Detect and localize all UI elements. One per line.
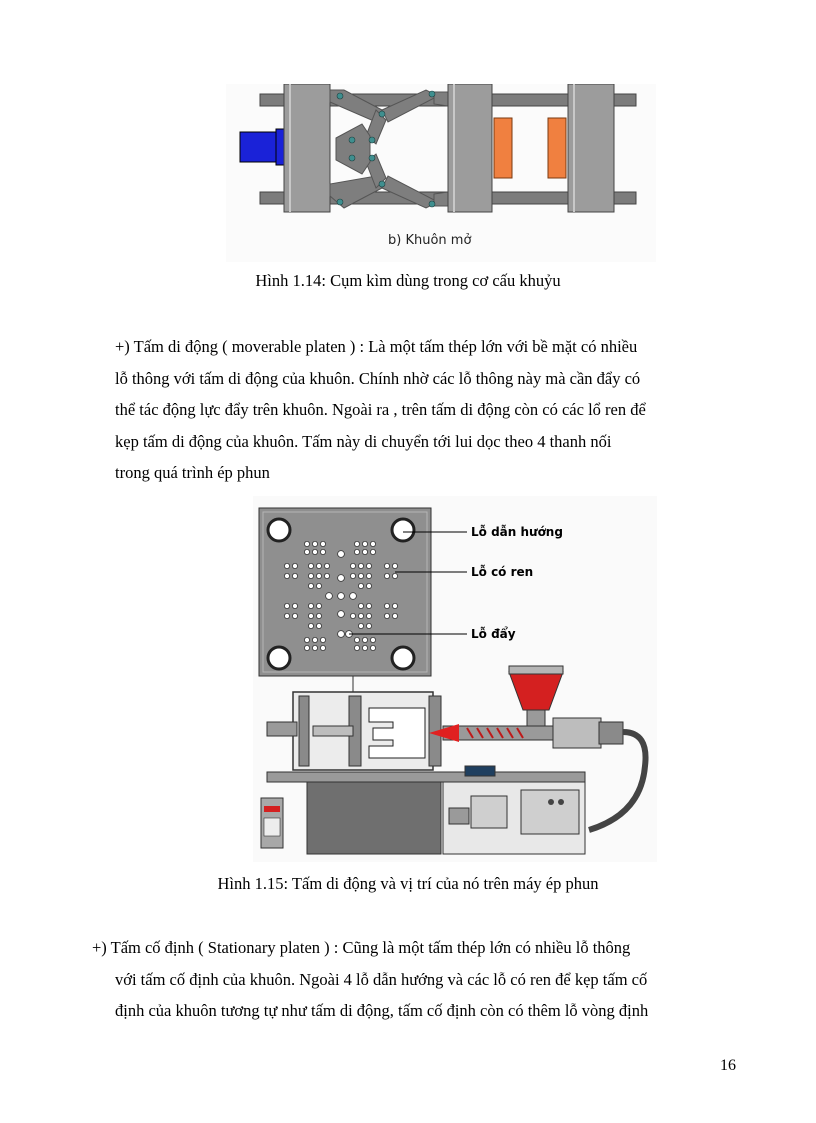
thread-hole — [384, 573, 389, 578]
thread-hole — [304, 541, 309, 546]
thread-hole — [354, 549, 359, 554]
ejector-hole — [338, 611, 345, 618]
thread-hole — [350, 563, 355, 568]
guide-hole — [268, 647, 290, 669]
thread-hole — [362, 549, 367, 554]
thread-hole — [304, 645, 309, 650]
ejector-hole — [338, 631, 345, 638]
ejector-hole — [326, 593, 333, 600]
thread-hole — [362, 541, 367, 546]
thread-hole — [370, 645, 375, 650]
thread-hole — [384, 613, 389, 618]
thread-hole — [358, 623, 363, 628]
label-ejector-hole: Lỗ đẩy — [471, 627, 516, 641]
thread-hole — [284, 613, 289, 618]
guide-hole — [392, 519, 414, 541]
thread-hole — [370, 637, 375, 642]
ejector-hole — [338, 575, 345, 582]
motor-flange — [276, 129, 284, 165]
thread-hole — [358, 613, 363, 618]
thread-hole — [312, 541, 317, 546]
figure-inner-label: b) Khuôn mở — [388, 233, 472, 248]
thread-hole — [366, 573, 371, 578]
pin — [379, 111, 385, 117]
thread-hole — [370, 549, 375, 554]
text-line: kẹp tấm di động của khuôn. Tấm này di chuyển tới lui dọc theo 4 thanh nối — [115, 431, 612, 451]
text-line: lỗ thông với tấm di động của khuôn. Chính nhờ các lỗ thông này mà cần đẩy có — [115, 368, 641, 388]
thread-hole — [320, 541, 325, 546]
mold-half-moving — [494, 118, 512, 178]
paragraph-stationary-platen — [92, 932, 648, 1027]
thread-hole — [312, 549, 317, 554]
figure-caption: Hình 1.14: Cụm kìm dùng trong cơ cấu khuỷu — [255, 271, 561, 290]
toggle-link — [434, 92, 448, 106]
thread-hole — [308, 573, 313, 578]
machine-base — [307, 782, 441, 854]
motor-unit — [521, 790, 579, 834]
thread-hole — [350, 613, 355, 618]
thread-hole — [308, 583, 313, 588]
thread-hole — [362, 637, 367, 642]
thread-hole — [292, 573, 297, 578]
label-guide-hole: Lỗ dẫn hướng — [471, 525, 563, 539]
thread-hole — [350, 573, 355, 578]
thread-hole — [316, 563, 321, 568]
thread-hole — [384, 603, 389, 608]
thread-hole — [324, 573, 329, 578]
paragraph-moving-platen — [115, 331, 646, 489]
thread-hole — [358, 573, 363, 578]
thread-hole — [358, 603, 363, 608]
thread-hole — [308, 563, 313, 568]
thread-hole — [284, 563, 289, 568]
thread-hole — [320, 549, 325, 554]
thread-hole — [316, 623, 321, 628]
thread-hole — [362, 645, 367, 650]
thread-hole — [316, 573, 321, 578]
pin — [379, 181, 385, 187]
thread-hole — [366, 623, 371, 628]
thread-hole — [284, 573, 289, 578]
text-line: +) Tấm cố định ( Stationary platen ) : Cũng là một tấm thép lớn có nhiều lỗ thông — [92, 938, 631, 957]
thread-hole — [358, 583, 363, 588]
thread-hole — [366, 603, 371, 608]
thread-hole — [370, 541, 375, 546]
ejector-hole — [350, 593, 357, 600]
text-line: định của khuôn tương tự như tấm di động, tấm cố định còn có thêm lỗ vòng định — [115, 1001, 649, 1020]
thread-hole — [320, 637, 325, 642]
figure-caption: Hình 1.15: Tấm di động và vị trí của nó trên máy ép phun — [217, 874, 599, 893]
thread-hole — [358, 563, 363, 568]
ejector-hole — [338, 551, 345, 558]
thread-hole — [366, 563, 371, 568]
thread-hole — [392, 603, 397, 608]
mold-cavity — [369, 708, 425, 758]
control-display — [465, 766, 495, 776]
thread-hole — [324, 563, 329, 568]
page-number: 16 — [720, 1057, 736, 1074]
thread-hole — [292, 563, 297, 568]
thread-hole — [312, 637, 317, 642]
label-threaded-hole: Lỗ có ren — [471, 565, 534, 579]
thread-hole — [316, 583, 321, 588]
thread-hole — [316, 603, 321, 608]
thread-hole — [354, 541, 359, 546]
thread-hole — [304, 637, 309, 642]
figure-moving-platen — [253, 496, 657, 862]
guide-hole — [392, 647, 414, 669]
thread-hole — [392, 613, 397, 618]
text-line: +) Tấm di động ( moverable platen ) : Là một tấm thép lớn với bề mặt có nhiều — [115, 337, 638, 356]
thread-hole — [312, 645, 317, 650]
figure-toggle-clamp — [226, 84, 656, 262]
thread-hole — [292, 613, 297, 618]
thread-hole — [392, 573, 397, 578]
thread-hole — [284, 603, 289, 608]
text-line: thể tác động lực đẩy trên khuôn. Ngoài ra , trên tấm di động còn có các lổ ren để — [115, 400, 646, 419]
thread-hole — [308, 613, 313, 618]
pin — [337, 93, 343, 99]
toggle-link — [434, 192, 448, 206]
pin — [337, 199, 343, 205]
pin — [369, 137, 375, 143]
pump-unit — [471, 796, 507, 828]
machine-bed-top — [267, 772, 585, 782]
thread-hole — [354, 645, 359, 650]
thread-hole — [292, 603, 297, 608]
thread-hole — [320, 645, 325, 650]
thread-hole — [366, 613, 371, 618]
thread-hole — [316, 613, 321, 618]
pin — [349, 155, 355, 161]
pin — [429, 201, 435, 207]
motor-body — [240, 132, 280, 162]
ejector-hole — [338, 593, 345, 600]
thread-hole — [308, 603, 313, 608]
pin — [369, 155, 375, 161]
thread-hole — [354, 637, 359, 642]
text-line: trong quá trình ép phun — [115, 463, 270, 482]
thread-hole — [392, 563, 397, 568]
pin — [429, 91, 435, 97]
thread-hole — [304, 549, 309, 554]
thread-hole — [366, 583, 371, 588]
guide-hole — [268, 519, 290, 541]
pin — [349, 137, 355, 143]
mold-half-fixed — [548, 118, 566, 178]
text-line: với tấm cố định của khuôn. Ngoài 4 lỗ dẫn hướng và các lỗ có ren để kẹp tấm cố — [115, 969, 648, 989]
thread-hole — [384, 563, 389, 568]
thread-hole — [308, 623, 313, 628]
